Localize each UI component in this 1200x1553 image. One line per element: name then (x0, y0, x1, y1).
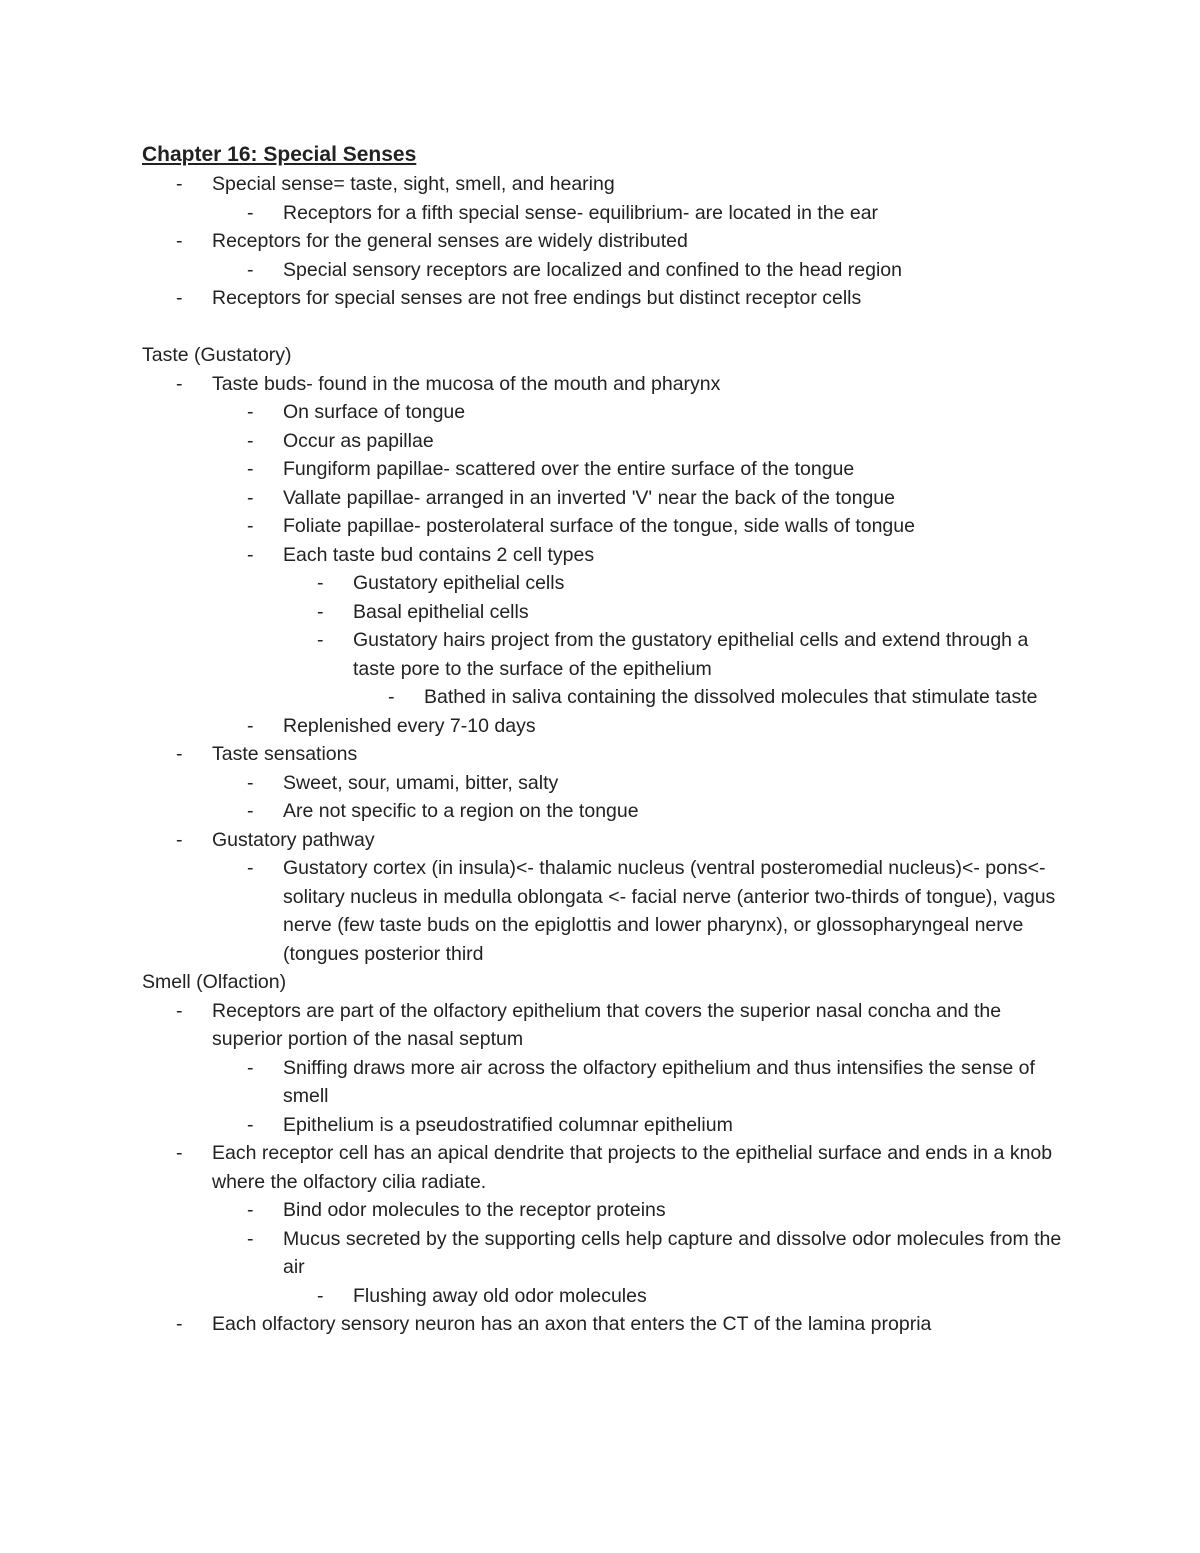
bullet-item: - Receptors are part of the olfactory epithelium that covers the superior nasal concha and the superior portion of the nasal septum (142, 997, 1072, 1054)
bullet-item: - Taste sensations (142, 740, 1072, 769)
bullet-item: - Are not specific to a region on the tongue (142, 797, 1072, 826)
taste-list (142, 370, 1072, 969)
document-page (142, 140, 1072, 1339)
bullet-item: - Replenished every 7-10 days (142, 712, 1072, 741)
smell-list (142, 997, 1072, 1339)
bullet-item: - Gustatory cortex (in insula)<- thalamic nucleus (ventral posteromedial nucleus)<- pons<- solitary nucleus in medulla oblongata <- facial nerve (anterior two-thirds of tongue), vagus nerve (few taste buds on the epiglottis and lower pharynx), or glossopharyngeal nerve (tongues posterior third (142, 854, 1072, 968)
bullet-item: - Epithelium is a pseudostratified columnar epithelium (142, 1111, 1072, 1140)
bullet-item: - Gustatory hairs project from the gustatory epithelial cells and extend through a taste pore to the surface of the epithelium (142, 626, 1072, 683)
bullet-item: - Flushing away old odor molecules (142, 1282, 1072, 1311)
intro-list (142, 170, 1072, 313)
bullet-item: - Special sense= taste, sight, smell, and hearing (142, 170, 1072, 199)
blank-line (142, 313, 1072, 342)
bullet-item: - Special sensory receptors are localized and confined to the head region (142, 256, 1072, 285)
bullet-item: - Occur as papillae (142, 427, 1072, 456)
bullet-item: - Bind odor molecules to the receptor proteins (142, 1196, 1072, 1225)
bullet-item: - Each receptor cell has an apical dendrite that projects to the epithelial surface and ends in a knob where the olfactory cilia radiate. (142, 1139, 1072, 1196)
bullet-item: - On surface of tongue (142, 398, 1072, 427)
bullet-item: - Bathed in saliva containing the dissolved molecules that stimulate taste (142, 683, 1072, 712)
section-heading-taste: Taste (Gustatory) (142, 344, 292, 366)
bullet-item: - Receptors for a fifth special sense- equilibrium- are located in the ear (142, 199, 1072, 228)
page-title: Chapter 16: Special Senses (142, 143, 417, 166)
bullet-item: - Taste buds- found in the mucosa of the mouth and pharynx (142, 370, 1072, 399)
bullet-item: - Mucus secreted by the supporting cells help capture and dissolve odor molecules from the air (142, 1225, 1072, 1282)
bullet-item: - Gustatory epithelial cells (142, 569, 1072, 598)
bullet-item: - Receptors for special senses are not free endings but distinct receptor cells (142, 284, 1072, 313)
bullet-item: - Receptors for the general senses are widely distributed (142, 227, 1072, 256)
bullet-item: - Vallate papillae- arranged in an inverted 'V' near the back of the tongue (142, 484, 1072, 513)
bullet-item: - Sweet, sour, umami, bitter, salty (142, 769, 1072, 798)
bullet-item: - Gustatory pathway (142, 826, 1072, 855)
bullet-item: - Fungiform papillae- scattered over the entire surface of the tongue (142, 455, 1072, 484)
bullet-item: - Each taste bud contains 2 cell types (142, 541, 1072, 570)
bullet-item: - Sniffing draws more air across the olfactory epithelium and thus intensifies the sense of smell (142, 1054, 1072, 1111)
bullet-item: - Foliate papillae- posterolateral surface of the tongue, side walls of tongue (142, 512, 1072, 541)
section-heading-smell: Smell (Olfaction) (142, 971, 287, 993)
bullet-item: - Basal epithelial cells (142, 598, 1072, 627)
bullet-item: - Each olfactory sensory neuron has an axon that enters the CT of the lamina propria (142, 1310, 1072, 1339)
